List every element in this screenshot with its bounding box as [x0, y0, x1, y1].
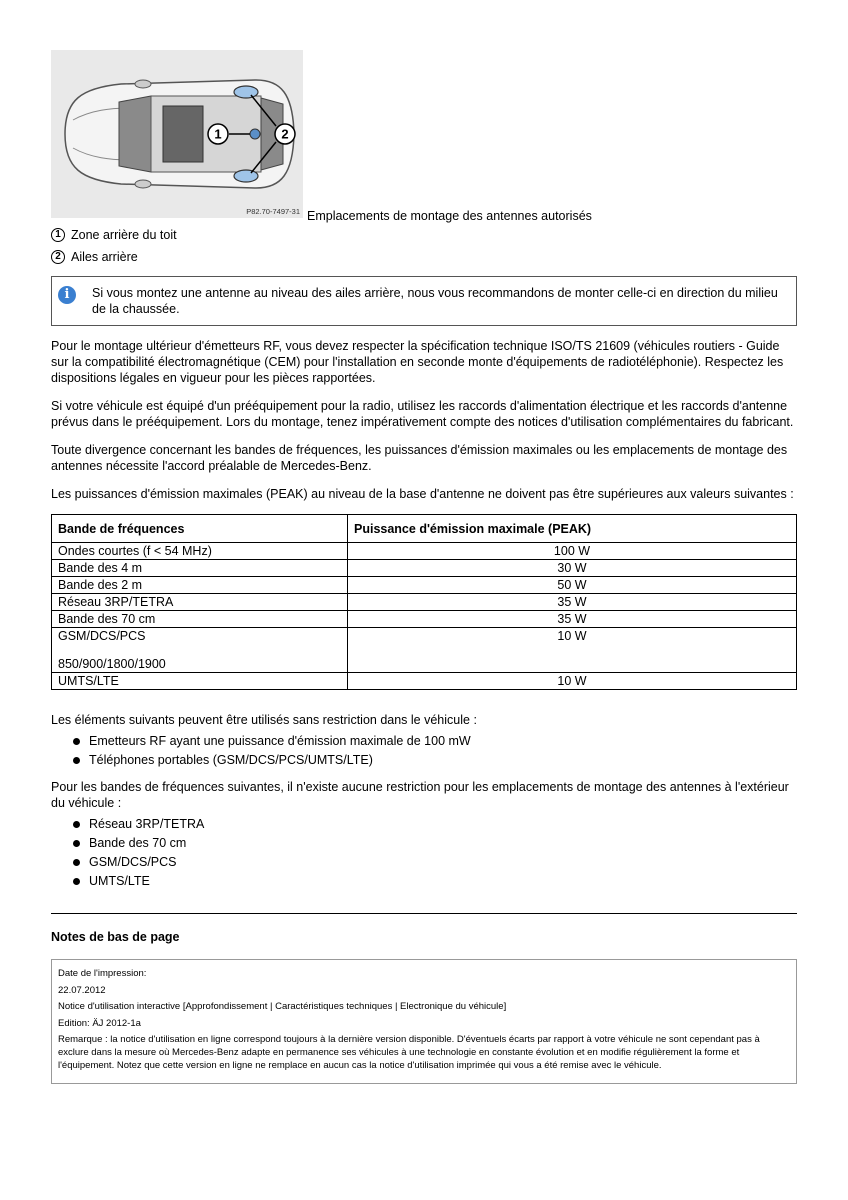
paragraph-preequipment: Si votre véhicule est équipé d'un prééquipement pour la radio, utilisez les raccords d'alimentation électrique et les raccords d'antenne prévus dans le prééquipement. Lors du montage, tenez impérativement compte des notices d'utilisation complémentaires du fabricant. [51, 399, 794, 429]
footnotes-title: Notes de bas de page [51, 930, 180, 944]
cell-band-gsm [52, 628, 348, 673]
marker-2-label: 2 [281, 126, 289, 142]
footnote-breadcrumb: Notice d'utilisation interactive [Approfondissement | Caractéristiques techniques | Electronique du véhicule] [58, 1001, 507, 1012]
header-power: Puissance d'émission maximale (PEAK) [348, 515, 797, 543]
paragraph-iso-ts: Pour le montage ultérieur d'émetteurs RF, vous devez respecter la spécification technique ISO/TS 21609 (véhicules routiers - Guide sur la compatibilité électromagnétique (CEM) pour l'installation en seconde monte d'équipements de radiotéléphonie). Respectez les dispositions légales en vigueur pour les pièces rapportées. [51, 339, 784, 385]
legend-number-1: 1 [51, 228, 65, 242]
legend-number-2: 2 [51, 250, 65, 264]
cell-power: 30 W [348, 560, 797, 577]
table-row [52, 560, 797, 577]
cell-power: 10 W [348, 673, 797, 690]
list-item: Emetteurs RF ayant une puissance d'émission maximale de 100 mW [51, 732, 797, 751]
unrestricted-devices-list [51, 732, 797, 770]
paragraph-unrestricted-devices: Les éléments suivants peuvent être utilisés sans restriction dans le véhicule : [51, 713, 477, 727]
document-page [51, 50, 797, 1084]
car-top-view-figure [51, 50, 303, 218]
footnote-remark: Remarque : la notice d'utilisation en ligne correspond toujours à la dernière version disponible. D'éventuels écarts par rapport à votre véhicule ne sont cependant pas à exclure dans la mesure où Mercedes-Benz adapte en permanence ses véhicules à une technologie en constante évolution et en modifie régulièrement la forme et l'équipement. Notez que cette version en ligne ne remplace en aucun cas la notice d'utilisation imprimée qui vous a été remise avec le véhicule. [58, 1034, 760, 1071]
cell-power: 100 W [348, 543, 797, 560]
cell-band: Ondes courtes (f < 54 MHz) [52, 543, 348, 560]
legend-item [51, 246, 797, 268]
info-note-text: Si vous montez une antenne au niveau des ailes arrière, nous vous recommandons de monter celle-ci en direction du milieu de la chaussée. [92, 286, 778, 316]
list-item: Réseau 3RP/TETRA [51, 815, 797, 834]
info-icon: i [58, 286, 76, 304]
cell-band: Bande des 4 m [52, 560, 348, 577]
figure-legend [51, 224, 797, 268]
figure-caption: Emplacements de montage des antennes autorisés [307, 209, 592, 223]
table-row [52, 543, 797, 560]
car-top-view-illustration [51, 50, 303, 218]
footnote-print-date-label: Date de l'impression: [58, 968, 147, 979]
cell-power: 35 W [348, 594, 797, 611]
unrestricted-bands-list [51, 815, 797, 891]
cell-power: 10 W [348, 628, 797, 673]
header-band: Bande de fréquences [52, 515, 348, 543]
marker-1-label: 1 [214, 126, 222, 142]
list-item: UMTS/LTE [51, 872, 797, 891]
paragraph-unrestricted-bands: Pour les bandes de fréquences suivantes, il n'existe aucune restriction pour les emplacements de montage des antennes à l'extérieur du véhicule : [51, 780, 789, 810]
footnotes-box [51, 959, 797, 1084]
divider [51, 913, 797, 914]
table-header-row [52, 515, 797, 543]
figure-row [51, 50, 797, 222]
cell-power: 50 W [348, 577, 797, 594]
list-item: Téléphones portables (GSM/DCS/PCS/UMTS/LTE) [51, 751, 797, 770]
frequency-power-table [51, 514, 797, 690]
cell-band: Bande des 70 cm [52, 611, 348, 628]
table-row [52, 594, 797, 611]
footnote-print-date: 22.07.2012 [58, 984, 106, 996]
table-row [52, 577, 797, 594]
list-item: GSM/DCS/PCS [51, 853, 797, 872]
cell-band: Réseau 3RP/TETRA [52, 594, 348, 611]
paragraph-divergence: Toute divergence concernant les bandes de fréquences, les puissances d'émission maximales ou les emplacements de montage des antennes nécessite l'accord préalable de Mercedes-Benz. [51, 443, 788, 473]
paragraph-peak-intro: Les puissances d'émission maximales (PEAK) au niveau de la base d'antenne ne doivent pas être supérieures aux valeurs suivantes : [51, 487, 794, 501]
cell-band: UMTS/LTE [52, 673, 348, 690]
cell-band-line2: 850/900/1800/1900 [58, 657, 166, 671]
legend-item [51, 224, 797, 246]
table-row [52, 628, 797, 673]
footnote-edition: Edition: ÄJ 2012-1a [58, 1017, 141, 1029]
cell-band-line1: GSM/DCS/PCS [58, 629, 146, 643]
table-row [52, 673, 797, 690]
cell-band: Bande des 2 m [52, 577, 348, 594]
list-item: Bande des 70 cm [51, 834, 797, 853]
table-row [52, 611, 797, 628]
info-note-box [51, 276, 797, 326]
legend-text-2: Ailes arrière [71, 250, 138, 264]
legend-text-1: Zone arrière du toit [71, 228, 177, 242]
cell-power: 35 W [348, 611, 797, 628]
figure-code: P82.70-7497-31 [246, 207, 300, 216]
